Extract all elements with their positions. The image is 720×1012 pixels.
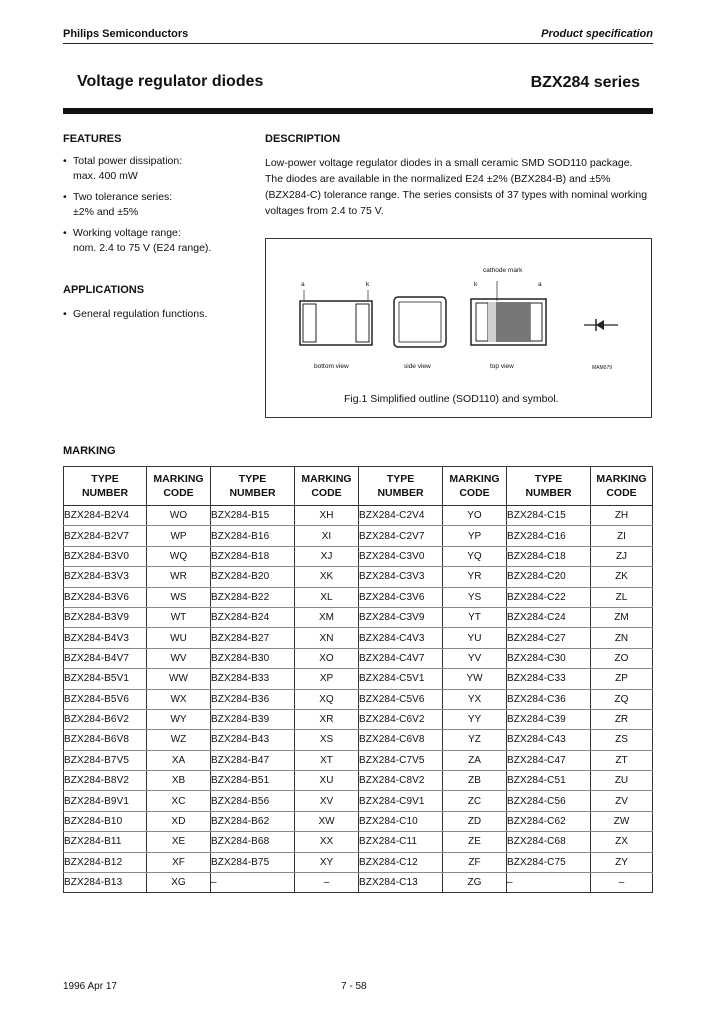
top-view-label: top view: [490, 363, 514, 370]
type-number-cell: BZX284-B9V1: [64, 791, 147, 811]
marking-table: [63, 466, 653, 893]
type-number-cell: BZX284-B18: [211, 546, 295, 566]
marking-code-cell: YV: [443, 648, 507, 668]
features-heading: FEATURES: [63, 133, 122, 145]
figure-code: MAM079: [592, 365, 613, 371]
marking-code-cell: XY: [295, 852, 359, 872]
type-number-cell: BZX284-C47: [507, 750, 591, 770]
type-number-cell: BZX284-B3V3: [64, 567, 147, 587]
col-marking-code: MARKING CODE: [443, 467, 507, 506]
type-number-cell: BZX284-B10: [64, 811, 147, 831]
type-number-cell: BZX284-C56: [507, 791, 591, 811]
marking-code-cell: ZV: [591, 791, 653, 811]
marking-code-cell: ZP: [591, 669, 653, 689]
marking-code-cell: XR: [295, 709, 359, 729]
marking-code-cell: XB: [147, 771, 211, 791]
type-number-cell: BZX284-B4V7: [64, 648, 147, 668]
marking-code-cell: XN: [295, 628, 359, 648]
type-number-cell: BZX284-B11: [64, 832, 147, 852]
type-number-cell: BZX284-C8V2: [359, 771, 443, 791]
table-row: [64, 628, 653, 648]
marking-code-cell: XS: [295, 730, 359, 750]
marking-code-cell: ZS: [591, 730, 653, 750]
marking-code-cell: XD: [147, 811, 211, 831]
type-number-cell: BZX284-B33: [211, 669, 295, 689]
marking-code-cell: XC: [147, 791, 211, 811]
type-number-cell: BZX284-C6V2: [359, 709, 443, 729]
marking-code-cell: XT: [295, 750, 359, 770]
type-number-cell: BZX284-B2V4: [64, 506, 147, 526]
marking-code-cell: ZH: [591, 506, 653, 526]
marking-code-cell: WQ: [147, 546, 211, 566]
marking-code-cell: XF: [147, 852, 211, 872]
type-number-cell: BZX284-B62: [211, 811, 295, 831]
type-number-cell: BZX284-C5V6: [359, 689, 443, 709]
type-number-cell: BZX284-B56: [211, 791, 295, 811]
marking-code-cell: ZN: [591, 628, 653, 648]
marking-code-cell: WW: [147, 669, 211, 689]
marking-code-cell: XM: [295, 607, 359, 627]
marking-code-cell: ZT: [591, 750, 653, 770]
type-number-cell: BZX284-C4V3: [359, 628, 443, 648]
type-number-cell: BZX284-B3V0: [64, 546, 147, 566]
type-number-cell: BZX284-B5V1: [64, 669, 147, 689]
type-number-cell: BZX284-C11: [359, 832, 443, 852]
package-outline-drawing: [266, 239, 651, 417]
cathode-mark-label: cathode mark: [483, 267, 523, 274]
page-title: Voltage regulator diodes: [77, 73, 264, 90]
marking-code-cell: ZD: [443, 811, 507, 831]
table-row: [64, 587, 653, 607]
type-number-cell: BZX284-C33: [507, 669, 591, 689]
type-number-cell: BZX284-C75: [507, 852, 591, 872]
type-number-cell: BZX284-B8V2: [64, 771, 147, 791]
marking-code-cell: XW: [295, 811, 359, 831]
table-row: [64, 546, 653, 566]
type-number-cell: BZX284-C5V1: [359, 669, 443, 689]
marking-code-cell: XE: [147, 832, 211, 852]
marking-table-header: [64, 467, 653, 506]
marking-code-cell: ZQ: [591, 689, 653, 709]
marking-code-cell: ZO: [591, 648, 653, 668]
type-number-cell: BZX284-B39: [211, 709, 295, 729]
table-row: [64, 771, 653, 791]
type-number-cell: BZX284-B20: [211, 567, 295, 587]
type-number-cell: BZX284-C22: [507, 587, 591, 607]
marking-code-cell: ZX: [591, 832, 653, 852]
type-number-cell: BZX284-B75: [211, 852, 295, 872]
marking-code-cell: YZ: [443, 730, 507, 750]
marking-code-cell: ZU: [591, 771, 653, 791]
type-number-cell: BZX284-C36: [507, 689, 591, 709]
table-row: [64, 832, 653, 852]
type-number-cell: BZX284-B68: [211, 832, 295, 852]
application-item: • General regulation functions.: [63, 307, 253, 322]
type-number-cell: BZX284-C24: [507, 607, 591, 627]
col-type-number: TYPE NUMBER: [211, 467, 295, 506]
type-number-cell: BZX284-C9V1: [359, 791, 443, 811]
col-type-number: TYPE NUMBER: [64, 467, 147, 506]
type-number-cell: BZX284-C18: [507, 546, 591, 566]
product-series-title: BZX284 series: [530, 74, 640, 91]
footer-page-number: 7 - 58: [341, 981, 367, 992]
company-name: Philips Semiconductors: [63, 28, 189, 40]
marking-code-cell: XA: [147, 750, 211, 770]
col-marking-code: MARKING CODE: [591, 467, 653, 506]
type-number-cell: BZX284-C39: [507, 709, 591, 729]
type-number-cell: BZX284-B6V8: [64, 730, 147, 750]
type-number-cell: BZX284-C68: [507, 832, 591, 852]
type-number-cell: BZX284-C62: [507, 811, 591, 831]
col-marking-code: MARKING CODE: [295, 467, 359, 506]
marking-code-cell: WP: [147, 526, 211, 546]
type-number-cell: BZX284-C3V3: [359, 567, 443, 587]
cathode-label-top: k: [474, 281, 478, 288]
marking-code-cell: ZL: [591, 587, 653, 607]
marking-code-cell: ZM: [591, 607, 653, 627]
marking-code-cell: ZY: [591, 852, 653, 872]
marking-code-cell: ZG: [443, 873, 507, 893]
col-type-number: TYPE NUMBER: [359, 467, 443, 506]
cathode-label-bottom: k: [366, 281, 370, 288]
type-number-cell: BZX284-B12: [64, 852, 147, 872]
marking-code-cell: XH: [295, 506, 359, 526]
type-number-cell: BZX284-C3V9: [359, 607, 443, 627]
type-number-cell: BZX284-C43: [507, 730, 591, 750]
marking-code-cell: ZA: [443, 750, 507, 770]
type-number-cell: BZX284-B24: [211, 607, 295, 627]
type-number-cell: BZX284-B43: [211, 730, 295, 750]
type-number-cell: BZX284-C10: [359, 811, 443, 831]
marking-code-cell: YS: [443, 587, 507, 607]
marking-code-cell: WY: [147, 709, 211, 729]
type-number-cell: BZX284-B13: [64, 873, 147, 893]
marking-code-cell: XO: [295, 648, 359, 668]
type-number-cell: BZX284-C3V0: [359, 546, 443, 566]
marking-code-cell: ZJ: [591, 546, 653, 566]
type-number-cell: BZX284-B5V6: [64, 689, 147, 709]
description-text: Low-power voltage regulator diodes in a small ceramic SMD SOD110 package. The diodes are available in the normalized E24 ±2% (BZX284-B) and ±5% (BZX284-C) tolerance range. The series consists of 37 types with nominal working voltages from 2.4 to 75 V.: [265, 157, 648, 217]
marking-code-cell: ZC: [443, 791, 507, 811]
type-number-cell: BZX284-B30: [211, 648, 295, 668]
marking-code-cell: ZF: [443, 852, 507, 872]
feature-item: • Two tolerance series: ±2% and ±5%: [63, 190, 253, 220]
marking-code-cell: XX: [295, 832, 359, 852]
type-number-cell: BZX284-B51: [211, 771, 295, 791]
marking-code-cell: YP: [443, 526, 507, 546]
title-divider: [63, 108, 653, 114]
marking-code-cell: YU: [443, 628, 507, 648]
table-row: [64, 648, 653, 668]
marking-code-cell: YT: [443, 607, 507, 627]
type-number-cell: BZX284-C12: [359, 852, 443, 872]
marking-code-cell: ZW: [591, 811, 653, 831]
table-row: [64, 526, 653, 546]
header-divider: [63, 43, 653, 44]
type-number-cell: BZX284-B47: [211, 750, 295, 770]
marking-code-cell: XI: [295, 526, 359, 546]
marking-code-cell: ZK: [591, 567, 653, 587]
table-row: [64, 689, 653, 709]
marking-code-cell: WZ: [147, 730, 211, 750]
figure-caption: Fig.1 Simplified outline (SOD110) and symbol.: [344, 393, 559, 405]
type-number-cell: BZX284-B7V5: [64, 750, 147, 770]
marking-code-cell: YQ: [443, 546, 507, 566]
type-number-cell: BZX284-C30: [507, 648, 591, 668]
marking-code-cell: WS: [147, 587, 211, 607]
type-number-cell: –: [211, 873, 295, 893]
anode-label-bottom: a: [301, 281, 305, 288]
type-number-cell: BZX284-C2V4: [359, 506, 443, 526]
marking-heading: MARKING: [63, 445, 116, 457]
type-number-cell: BZX284-C13: [359, 873, 443, 893]
marking-code-cell: WT: [147, 607, 211, 627]
type-number-cell: BZX284-C51: [507, 771, 591, 791]
applications-list: [63, 307, 253, 328]
col-marking-code: MARKING CODE: [147, 467, 211, 506]
table-row: [64, 709, 653, 729]
marking-code-cell: XJ: [295, 546, 359, 566]
marking-code-cell: YY: [443, 709, 507, 729]
type-number-cell: BZX284-C3V6: [359, 587, 443, 607]
type-number-cell: BZX284-B15: [211, 506, 295, 526]
type-number-cell: BZX284-B2V7: [64, 526, 147, 546]
table-row: [64, 669, 653, 689]
marking-code-cell: YW: [443, 669, 507, 689]
table-row: [64, 791, 653, 811]
type-number-cell: BZX284-B6V2: [64, 709, 147, 729]
anode-label-top: a: [538, 281, 542, 288]
marking-code-cell: XQ: [295, 689, 359, 709]
table-row: [64, 730, 653, 750]
marking-code-cell: ZB: [443, 771, 507, 791]
type-number-cell: BZX284-C6V8: [359, 730, 443, 750]
marking-code-cell: WU: [147, 628, 211, 648]
marking-code-cell: XK: [295, 567, 359, 587]
type-number-cell: BZX284-B27: [211, 628, 295, 648]
type-number-cell: BZX284-C2V7: [359, 526, 443, 546]
features-list: [63, 154, 253, 262]
footer-date: 1996 Apr 17: [63, 981, 117, 992]
feature-item: • Total power dissipation: max. 400 mW: [63, 154, 253, 184]
outline-figure: [265, 238, 652, 418]
feature-item: • Working voltage range: nom. 2.4 to 75 V (E24 range).: [63, 226, 253, 256]
marking-code-cell: YO: [443, 506, 507, 526]
col-type-number: TYPE NUMBER: [507, 467, 591, 506]
type-number-cell: BZX284-B22: [211, 587, 295, 607]
type-number-cell: BZX284-C4V7: [359, 648, 443, 668]
marking-code-cell: WV: [147, 648, 211, 668]
type-number-cell: BZX284-C7V5: [359, 750, 443, 770]
table-row: [64, 873, 653, 893]
marking-code-cell: –: [591, 873, 653, 893]
table-row: [64, 607, 653, 627]
side-view-label: side view: [404, 363, 431, 370]
marking-code-cell: WO: [147, 506, 211, 526]
marking-code-cell: –: [295, 873, 359, 893]
bottom-view-label: bottom view: [314, 363, 349, 370]
table-row: [64, 567, 653, 587]
marking-code-cell: XL: [295, 587, 359, 607]
marking-code-cell: XU: [295, 771, 359, 791]
type-number-cell: BZX284-C20: [507, 567, 591, 587]
applications-heading: APPLICATIONS: [63, 284, 145, 296]
marking-code-cell: YX: [443, 689, 507, 709]
marking-code-cell: XG: [147, 873, 211, 893]
type-number-cell: BZX284-B16: [211, 526, 295, 546]
type-number-cell: –: [507, 873, 591, 893]
type-number-cell: BZX284-B36: [211, 689, 295, 709]
type-number-cell: BZX284-B4V3: [64, 628, 147, 648]
type-number-cell: BZX284-C16: [507, 526, 591, 546]
marking-code-cell: ZR: [591, 709, 653, 729]
marking-code-cell: XP: [295, 669, 359, 689]
marking-code-cell: YR: [443, 567, 507, 587]
type-number-cell: BZX284-B3V6: [64, 587, 147, 607]
table-row: [64, 750, 653, 770]
description-heading: DESCRIPTION: [265, 133, 341, 145]
table-row: [64, 506, 653, 526]
marking-code-cell: ZI: [591, 526, 653, 546]
document-type: Product specification: [541, 28, 653, 40]
marking-code-cell: WR: [147, 567, 211, 587]
marking-code-cell: ZE: [443, 832, 507, 852]
table-row: [64, 852, 653, 872]
type-number-cell: BZX284-C27: [507, 628, 591, 648]
table-row: [64, 811, 653, 831]
marking-code-cell: WX: [147, 689, 211, 709]
type-number-cell: BZX284-B3V9: [64, 607, 147, 627]
marking-code-cell: XV: [295, 791, 359, 811]
type-number-cell: BZX284-C15: [507, 506, 591, 526]
